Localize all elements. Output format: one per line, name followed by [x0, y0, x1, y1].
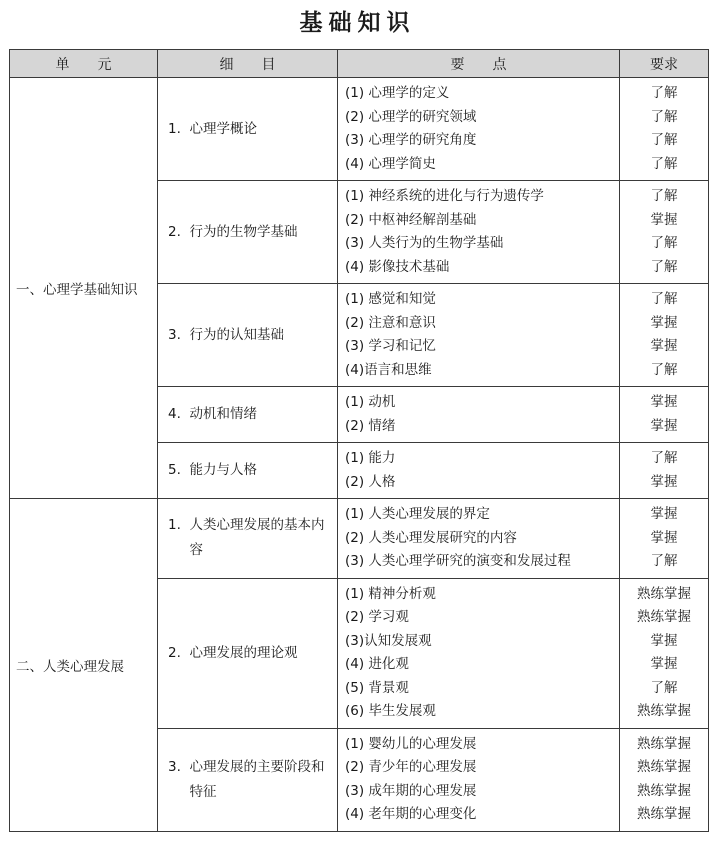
item-cell — [158, 284, 338, 387]
table-row — [10, 78, 709, 181]
points-cell — [338, 728, 620, 831]
point-line: (4) 老年期的心理变化 — [345, 806, 477, 822]
item-cell — [158, 443, 338, 499]
requirement-cell — [620, 181, 709, 284]
points-cell — [338, 578, 620, 728]
point-line: (3) 人类行为的生物学基础 — [345, 235, 504, 251]
requirement-level: 了解 — [650, 258, 678, 275]
requirement-level: 熟练掌握 — [637, 703, 691, 719]
point-line: (1) 婴幼儿的心理发展 — [345, 735, 477, 752]
header-item: 细 目 — [158, 50, 338, 78]
item-label: 行为的认知基础 — [189, 326, 284, 343]
requirement-level: 了解 — [650, 85, 678, 101]
requirement-level: 了解 — [650, 291, 678, 307]
point-line: (4)语言和思维 — [345, 361, 432, 378]
item-label: 动机和情绪 — [189, 406, 257, 422]
requirement-level: 掌握 — [650, 211, 678, 228]
requirement-level: 熟练掌握 — [637, 806, 691, 822]
item-cell — [158, 181, 338, 284]
requirement-level: 掌握 — [650, 338, 678, 354]
point-line: (1) 动机 — [345, 394, 396, 410]
requirement-level: 掌握 — [650, 529, 678, 546]
point-line: (1) 心理学的定义 — [345, 85, 450, 101]
point-line: (1) 人类心理发展的界定 — [345, 506, 490, 522]
requirement-level: 掌握 — [650, 656, 678, 672]
requirement-level: 掌握 — [650, 417, 678, 434]
requirement-cell — [620, 578, 709, 728]
requirement-level: 掌握 — [650, 506, 678, 522]
point-line: (2) 注意和意识 — [345, 314, 436, 331]
point-line: (4) 心理学简史 — [345, 155, 436, 172]
point-line: (2) 青少年的心理发展 — [345, 759, 477, 775]
requirement-level: 了解 — [650, 188, 678, 204]
point-line: (5) 背景观 — [345, 679, 409, 696]
point-line: (3) 心理学的研究角度 — [345, 132, 477, 148]
requirement-level: 了解 — [650, 155, 678, 172]
point-line: (2) 情绪 — [345, 417, 396, 434]
requirement-level: 熟练掌握 — [637, 735, 691, 752]
header-unit: 单 元 — [10, 50, 158, 78]
table-row — [10, 499, 709, 579]
point-line: (2) 人格 — [345, 473, 396, 490]
item-label: 行为的生物学基础 — [189, 223, 298, 240]
item-number: 1. — [168, 120, 181, 137]
requirement-level: 了解 — [650, 235, 678, 251]
point-line: (3) 成年期的心理发展 — [345, 782, 477, 799]
point-line: (2) 心理学的研究领域 — [345, 108, 477, 125]
header-row — [10, 50, 709, 78]
requirement-cell — [620, 728, 709, 831]
points-cell — [338, 181, 620, 284]
requirement-cell — [620, 387, 709, 443]
requirement-level: 掌握 — [650, 314, 678, 331]
requirement-level: 熟练掌握 — [637, 782, 691, 799]
points-cell — [338, 499, 620, 579]
point-line: (2) 人类心理发展研究的内容 — [345, 529, 517, 546]
item-cell — [158, 78, 338, 181]
point-line: (1) 精神分析观 — [345, 585, 436, 602]
requirement-level: 了解 — [650, 679, 678, 696]
item-cell — [158, 499, 338, 579]
item-number: 3. — [168, 758, 181, 775]
requirement-cell — [620, 499, 709, 579]
requirement-cell — [620, 443, 709, 499]
requirement-level: 了解 — [650, 553, 678, 569]
point-line: (3) 人类心理学研究的演变和发展过程 — [345, 553, 571, 569]
point-line: (4) 进化观 — [345, 656, 409, 672]
item-number: 3. — [168, 326, 181, 343]
knowledge-table — [9, 49, 709, 832]
points-cell — [338, 78, 620, 181]
item-label: 心理发展的主要阶段和特征 — [189, 758, 325, 800]
requirement-level: 了解 — [650, 132, 678, 148]
unit-name: 一、心理学基础知识 — [16, 282, 138, 298]
point-line: (1) 神经系统的进化与行为遗传学 — [345, 188, 544, 204]
item-label: 心理学概论 — [189, 120, 257, 137]
requirement-cell — [620, 284, 709, 387]
item-number: 5. — [168, 462, 181, 478]
table-body — [10, 78, 709, 832]
points-cell — [338, 387, 620, 443]
header-points: 要 点 — [338, 50, 620, 78]
unit-name: 二、人类心理发展 — [16, 658, 124, 675]
requirement-level: 熟练掌握 — [637, 759, 691, 775]
requirement-level: 掌握 — [650, 473, 678, 490]
item-number: 1. — [168, 517, 181, 534]
item-label: 人类心理发展的基本内容 — [189, 517, 325, 559]
point-line: (4) 影像技术基础 — [345, 258, 450, 275]
requirement-level: 熟练掌握 — [637, 585, 691, 602]
point-line: (6) 毕生发展观 — [345, 703, 436, 719]
item-label: 能力与人格 — [189, 462, 257, 478]
requirement-level: 了解 — [650, 450, 678, 466]
points-cell — [338, 284, 620, 387]
point-line: (2) 中枢神经解剖基础 — [345, 211, 477, 228]
point-line: (3)认知发展观 — [345, 632, 432, 649]
point-line: (1) 感觉和知觉 — [345, 291, 436, 307]
item-number: 4. — [168, 406, 181, 422]
point-line: (2) 学习观 — [345, 609, 409, 625]
item-cell — [158, 578, 338, 728]
item-label: 心理发展的理论观 — [189, 644, 298, 661]
header-requirement: 要求 — [620, 50, 709, 78]
item-number: 2. — [168, 223, 181, 240]
unit-cell — [10, 78, 158, 499]
item-number: 2. — [168, 644, 181, 661]
page-title: 基础知识 — [299, 10, 416, 36]
points-cell — [338, 443, 620, 499]
unit-cell — [10, 499, 158, 832]
item-cell — [158, 728, 338, 831]
requirement-cell — [620, 78, 709, 181]
requirement-level: 掌握 — [650, 632, 678, 649]
item-cell — [158, 387, 338, 443]
requirement-level: 了解 — [650, 108, 678, 125]
requirement-level: 掌握 — [650, 394, 678, 410]
requirement-level: 了解 — [650, 361, 678, 378]
point-line: (1) 能力 — [345, 450, 396, 466]
point-line: (3) 学习和记忆 — [345, 338, 436, 354]
requirement-level: 熟练掌握 — [637, 609, 691, 625]
